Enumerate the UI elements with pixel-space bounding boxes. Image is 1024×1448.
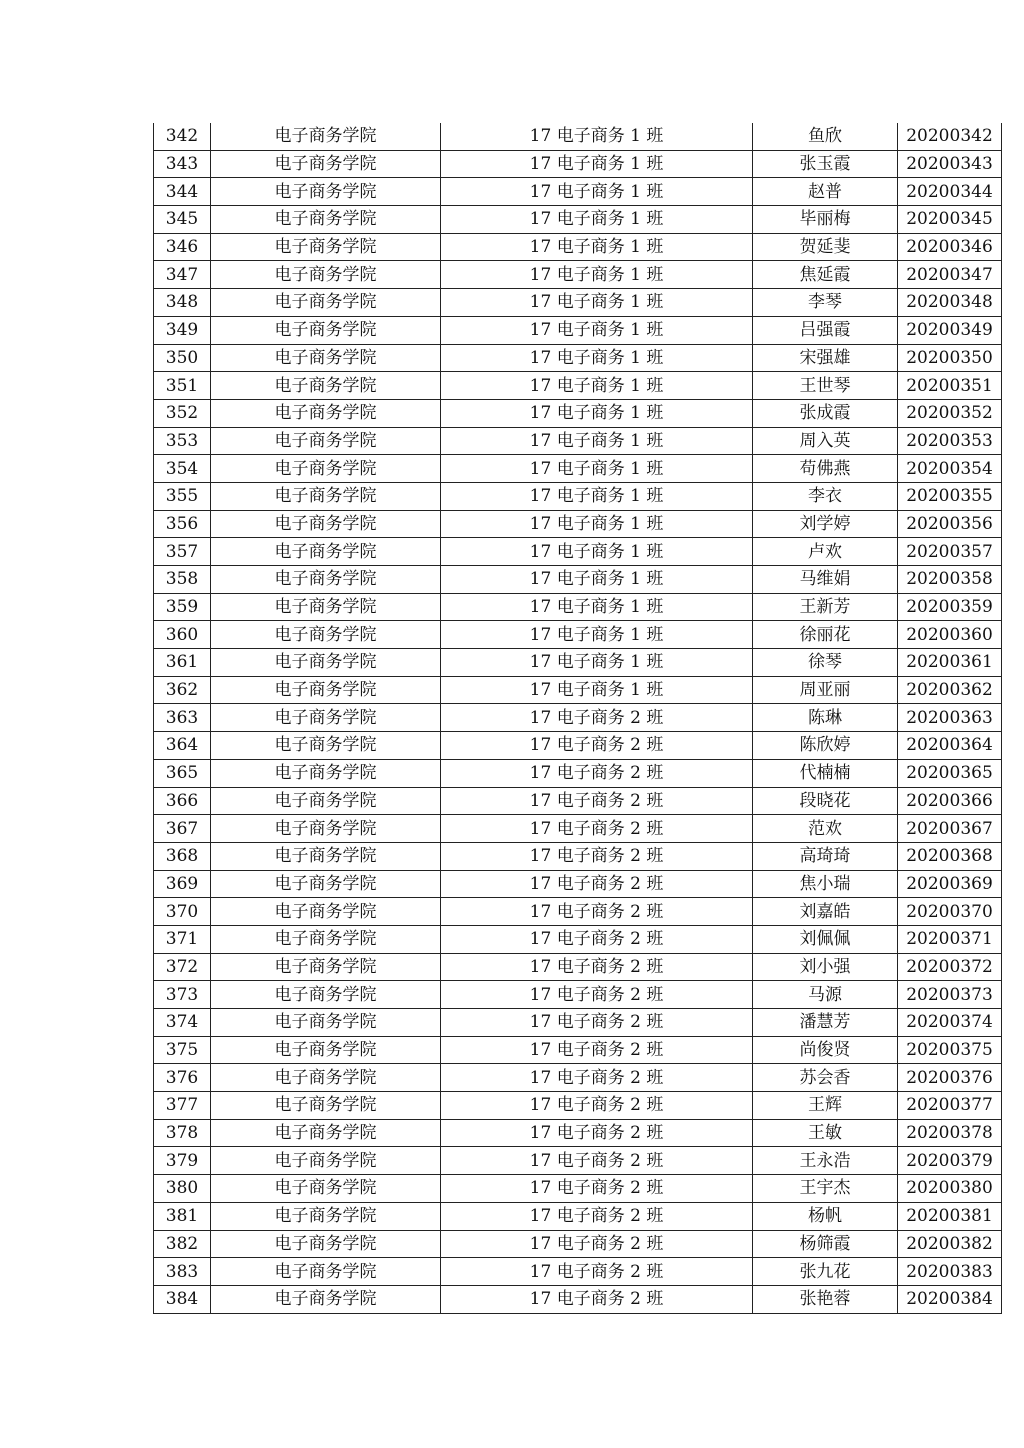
student-name-cell: 张艳蓉 [753, 1285, 898, 1313]
class-cell: 17 电子商务 2 班 [441, 732, 753, 760]
student-id-cell: 20200373 [898, 981, 1002, 1009]
student-id-cell: 20200365 [898, 759, 1002, 787]
seq-cell: 373 [154, 981, 211, 1009]
seq-cell: 365 [154, 759, 211, 787]
table-row [154, 1175, 1002, 1203]
table-row [154, 953, 1002, 981]
college-cell: 电子商务学院 [211, 704, 441, 732]
class-cell: 17 电子商务 2 班 [441, 898, 753, 926]
college-cell: 电子商务学院 [211, 206, 441, 234]
seq-cell: 350 [154, 344, 211, 372]
college-cell: 电子商务学院 [211, 233, 441, 261]
college-cell: 电子商务学院 [211, 842, 441, 870]
student-id-cell: 20200346 [898, 233, 1002, 261]
class-cell: 17 电子商务 1 班 [441, 123, 753, 150]
student-name-cell: 杨帆 [753, 1202, 898, 1230]
class-cell: 17 电子商务 1 班 [441, 593, 753, 621]
college-cell: 电子商务学院 [211, 289, 441, 317]
student-id-cell: 20200363 [898, 704, 1002, 732]
class-cell: 17 电子商务 1 班 [441, 178, 753, 206]
student-id-cell: 20200344 [898, 178, 1002, 206]
seq-cell: 378 [154, 1119, 211, 1147]
student-id-cell: 20200356 [898, 510, 1002, 538]
table-row [154, 1092, 1002, 1120]
student-name-cell: 刘嘉皓 [753, 898, 898, 926]
student-id-cell: 20200374 [898, 1009, 1002, 1037]
student-name-cell: 卢欢 [753, 538, 898, 566]
table-row [154, 1009, 1002, 1037]
student-id-cell: 20200370 [898, 898, 1002, 926]
student-name-cell: 刘小强 [753, 953, 898, 981]
student-roster-table [153, 123, 1002, 1314]
student-name-cell: 李衣 [753, 482, 898, 510]
college-cell: 电子商务学院 [211, 427, 441, 455]
table-row [154, 898, 1002, 926]
college-cell: 电子商务学院 [211, 925, 441, 953]
class-cell: 17 电子商务 1 班 [441, 482, 753, 510]
student-name-cell: 鱼欣 [753, 123, 898, 150]
seq-cell: 372 [154, 953, 211, 981]
table-row [154, 759, 1002, 787]
table-row [154, 815, 1002, 843]
class-cell: 17 电子商务 1 班 [441, 206, 753, 234]
student-name-cell: 王辉 [753, 1092, 898, 1120]
table-row [154, 178, 1002, 206]
student-id-cell: 20200358 [898, 566, 1002, 594]
student-id-cell: 20200355 [898, 482, 1002, 510]
college-cell: 电子商务学院 [211, 261, 441, 289]
student-id-cell: 20200383 [898, 1258, 1002, 1286]
student-id-cell: 20200376 [898, 1064, 1002, 1092]
college-cell: 电子商务学院 [211, 1258, 441, 1286]
seq-cell: 362 [154, 676, 211, 704]
class-cell: 17 电子商务 2 班 [441, 759, 753, 787]
student-id-cell: 20200351 [898, 372, 1002, 400]
student-name-cell: 马源 [753, 981, 898, 1009]
student-name-cell: 高琦琦 [753, 842, 898, 870]
student-name-cell: 潘慧芳 [753, 1009, 898, 1037]
student-name-cell: 刘学婷 [753, 510, 898, 538]
seq-cell: 367 [154, 815, 211, 843]
class-cell: 17 电子商务 2 班 [441, 1064, 753, 1092]
seq-cell: 361 [154, 649, 211, 677]
table-row [154, 344, 1002, 372]
college-cell: 电子商务学院 [211, 538, 441, 566]
class-cell: 17 电子商务 1 班 [441, 621, 753, 649]
college-cell: 电子商务学院 [211, 593, 441, 621]
table-row [154, 316, 1002, 344]
student-id-cell: 20200359 [898, 593, 1002, 621]
student-name-cell: 贺延斐 [753, 233, 898, 261]
table-row [154, 566, 1002, 594]
student-name-cell: 周入英 [753, 427, 898, 455]
seq-cell: 376 [154, 1064, 211, 1092]
student-id-cell: 20200381 [898, 1202, 1002, 1230]
college-cell: 电子商务学院 [211, 787, 441, 815]
class-cell: 17 电子商务 1 班 [441, 676, 753, 704]
student-id-cell: 20200368 [898, 842, 1002, 870]
student-id-cell: 20200380 [898, 1175, 1002, 1203]
class-cell: 17 电子商务 2 班 [441, 1009, 753, 1037]
college-cell: 电子商务学院 [211, 1230, 441, 1258]
student-id-cell: 20200379 [898, 1147, 1002, 1175]
seq-cell: 380 [154, 1175, 211, 1203]
student-id-cell: 20200354 [898, 455, 1002, 483]
table-row [154, 510, 1002, 538]
seq-cell: 366 [154, 787, 211, 815]
student-name-cell: 宋强雄 [753, 344, 898, 372]
class-cell: 17 电子商务 1 班 [441, 261, 753, 289]
seq-cell: 344 [154, 178, 211, 206]
college-cell: 电子商务学院 [211, 732, 441, 760]
college-cell: 电子商务学院 [211, 316, 441, 344]
student-id-cell: 20200348 [898, 289, 1002, 317]
student-id-cell: 20200361 [898, 649, 1002, 677]
student-id-cell: 20200343 [898, 150, 1002, 178]
college-cell: 电子商务学院 [211, 455, 441, 483]
student-id-cell: 20200371 [898, 925, 1002, 953]
student-name-cell: 苟佛燕 [753, 455, 898, 483]
table-row [154, 150, 1002, 178]
student-id-cell: 20200347 [898, 261, 1002, 289]
table-row [154, 399, 1002, 427]
seq-cell: 368 [154, 842, 211, 870]
table-row [154, 1230, 1002, 1258]
seq-cell: 356 [154, 510, 211, 538]
class-cell: 17 电子商务 1 班 [441, 150, 753, 178]
college-cell: 电子商务学院 [211, 870, 441, 898]
class-cell: 17 电子商务 1 班 [441, 289, 753, 317]
college-cell: 电子商务学院 [211, 482, 441, 510]
student-name-cell: 马维娟 [753, 566, 898, 594]
class-cell: 17 电子商务 1 班 [441, 455, 753, 483]
student-name-cell: 代楠楠 [753, 759, 898, 787]
student-id-cell: 20200369 [898, 870, 1002, 898]
class-cell: 17 电子商务 1 班 [441, 344, 753, 372]
class-cell: 17 电子商务 2 班 [441, 1258, 753, 1286]
student-id-cell: 20200372 [898, 953, 1002, 981]
class-cell: 17 电子商务 2 班 [441, 1147, 753, 1175]
table-row [154, 1285, 1002, 1313]
class-cell: 17 电子商务 1 班 [441, 233, 753, 261]
student-id-cell: 20200353 [898, 427, 1002, 455]
seq-cell: 363 [154, 704, 211, 732]
table-row [154, 732, 1002, 760]
college-cell: 电子商务学院 [211, 344, 441, 372]
table-row [154, 1147, 1002, 1175]
seq-cell: 364 [154, 732, 211, 760]
seq-cell: 358 [154, 566, 211, 594]
college-cell: 电子商务学院 [211, 1285, 441, 1313]
student-name-cell: 王敏 [753, 1119, 898, 1147]
table-row [154, 1036, 1002, 1064]
student-name-cell: 赵普 [753, 178, 898, 206]
student-name-cell: 苏会香 [753, 1064, 898, 1092]
student-name-cell: 尚俊贤 [753, 1036, 898, 1064]
student-id-cell: 20200366 [898, 787, 1002, 815]
college-cell: 电子商务学院 [211, 1009, 441, 1037]
student-id-cell: 20200352 [898, 399, 1002, 427]
student-name-cell: 张成霞 [753, 399, 898, 427]
seq-cell: 352 [154, 399, 211, 427]
class-cell: 17 电子商务 1 班 [441, 566, 753, 594]
student-name-cell: 周亚丽 [753, 676, 898, 704]
student-id-cell: 20200362 [898, 676, 1002, 704]
table-row [154, 123, 1002, 150]
college-cell: 电子商务学院 [211, 372, 441, 400]
seq-cell: 370 [154, 898, 211, 926]
seq-cell: 342 [154, 123, 211, 150]
class-cell: 17 电子商务 1 班 [441, 399, 753, 427]
seq-cell: 384 [154, 1285, 211, 1313]
student-id-cell: 20200357 [898, 538, 1002, 566]
seq-cell: 377 [154, 1092, 211, 1120]
table-row [154, 1202, 1002, 1230]
table-row [154, 261, 1002, 289]
class-cell: 17 电子商务 2 班 [441, 1175, 753, 1203]
student-name-cell: 张九花 [753, 1258, 898, 1286]
student-id-cell: 20200382 [898, 1230, 1002, 1258]
student-name-cell: 陈欣婷 [753, 732, 898, 760]
student-id-cell: 20200378 [898, 1119, 1002, 1147]
student-name-cell: 吕强霞 [753, 316, 898, 344]
table-row [154, 870, 1002, 898]
class-cell: 17 电子商务 2 班 [441, 842, 753, 870]
seq-cell: 348 [154, 289, 211, 317]
seq-cell: 371 [154, 925, 211, 953]
class-cell: 17 电子商务 1 班 [441, 372, 753, 400]
table-row [154, 621, 1002, 649]
class-cell: 17 电子商务 2 班 [441, 815, 753, 843]
table-row [154, 842, 1002, 870]
student-name-cell: 焦小瑞 [753, 870, 898, 898]
seq-cell: 355 [154, 482, 211, 510]
class-cell: 17 电子商务 1 班 [441, 538, 753, 566]
class-cell: 17 电子商务 2 班 [441, 870, 753, 898]
class-cell: 17 电子商务 2 班 [441, 1285, 753, 1313]
student-id-cell: 20200350 [898, 344, 1002, 372]
table-row [154, 787, 1002, 815]
class-cell: 17 电子商务 2 班 [441, 1119, 753, 1147]
seq-cell: 359 [154, 593, 211, 621]
student-id-cell: 20200345 [898, 206, 1002, 234]
class-cell: 17 电子商务 2 班 [441, 1202, 753, 1230]
student-id-cell: 20200384 [898, 1285, 1002, 1313]
college-cell: 电子商务学院 [211, 123, 441, 150]
class-cell: 17 电子商务 2 班 [441, 787, 753, 815]
seq-cell: 382 [154, 1230, 211, 1258]
college-cell: 电子商务学院 [211, 649, 441, 677]
college-cell: 电子商务学院 [211, 1119, 441, 1147]
table-row [154, 482, 1002, 510]
class-cell: 17 电子商务 2 班 [441, 1092, 753, 1120]
seq-cell: 343 [154, 150, 211, 178]
college-cell: 电子商务学院 [211, 510, 441, 538]
seq-cell: 374 [154, 1009, 211, 1037]
table-row [154, 925, 1002, 953]
student-name-cell: 徐丽花 [753, 621, 898, 649]
student-name-cell: 范欢 [753, 815, 898, 843]
seq-cell: 375 [154, 1036, 211, 1064]
student-id-cell: 20200360 [898, 621, 1002, 649]
student-name-cell: 杨筛霞 [753, 1230, 898, 1258]
student-name-cell: 徐琴 [753, 649, 898, 677]
seq-cell: 354 [154, 455, 211, 483]
seq-cell: 345 [154, 206, 211, 234]
seq-cell: 360 [154, 621, 211, 649]
seq-cell: 353 [154, 427, 211, 455]
college-cell: 电子商务学院 [211, 566, 441, 594]
college-cell: 电子商务学院 [211, 1202, 441, 1230]
class-cell: 17 电子商务 1 班 [441, 510, 753, 538]
seq-cell: 369 [154, 870, 211, 898]
seq-cell: 349 [154, 316, 211, 344]
class-cell: 17 电子商务 2 班 [441, 1230, 753, 1258]
college-cell: 电子商务学院 [211, 759, 441, 787]
table-row [154, 233, 1002, 261]
student-name-cell: 王新芳 [753, 593, 898, 621]
table-row [154, 289, 1002, 317]
seq-cell: 346 [154, 233, 211, 261]
seq-cell: 383 [154, 1258, 211, 1286]
student-id-cell: 20200349 [898, 316, 1002, 344]
table-row [154, 704, 1002, 732]
student-id-cell: 20200364 [898, 732, 1002, 760]
class-cell: 17 电子商务 2 班 [441, 704, 753, 732]
seq-cell: 351 [154, 372, 211, 400]
class-cell: 17 电子商务 2 班 [441, 953, 753, 981]
student-id-cell: 20200342 [898, 123, 1002, 150]
class-cell: 17 电子商务 1 班 [441, 316, 753, 344]
student-name-cell: 焦延霞 [753, 261, 898, 289]
student-name-cell: 段晓花 [753, 787, 898, 815]
roster-table-body [154, 123, 1002, 1313]
class-cell: 17 电子商务 1 班 [441, 649, 753, 677]
college-cell: 电子商务学院 [211, 1092, 441, 1120]
student-id-cell: 20200367 [898, 815, 1002, 843]
student-name-cell: 张玉霞 [753, 150, 898, 178]
table-row [154, 206, 1002, 234]
student-name-cell: 陈琳 [753, 704, 898, 732]
class-cell: 17 电子商务 1 班 [441, 427, 753, 455]
seq-cell: 357 [154, 538, 211, 566]
table-row [154, 981, 1002, 1009]
student-name-cell: 王世琴 [753, 372, 898, 400]
table-row [154, 455, 1002, 483]
class-cell: 17 电子商务 2 班 [441, 925, 753, 953]
table-row [154, 538, 1002, 566]
student-name-cell: 毕丽梅 [753, 206, 898, 234]
table-row [154, 1064, 1002, 1092]
college-cell: 电子商务学院 [211, 150, 441, 178]
college-cell: 电子商务学院 [211, 953, 441, 981]
table-row [154, 427, 1002, 455]
college-cell: 电子商务学院 [211, 898, 441, 926]
table-row [154, 593, 1002, 621]
table-row [154, 676, 1002, 704]
student-name-cell: 王永浩 [753, 1147, 898, 1175]
college-cell: 电子商务学院 [211, 676, 441, 704]
seq-cell: 347 [154, 261, 211, 289]
college-cell: 电子商务学院 [211, 1036, 441, 1064]
college-cell: 电子商务学院 [211, 621, 441, 649]
table-row [154, 649, 1002, 677]
class-cell: 17 电子商务 2 班 [441, 1036, 753, 1064]
college-cell: 电子商务学院 [211, 1064, 441, 1092]
seq-cell: 379 [154, 1147, 211, 1175]
college-cell: 电子商务学院 [211, 399, 441, 427]
college-cell: 电子商务学院 [211, 1147, 441, 1175]
table-row [154, 1258, 1002, 1286]
table-row [154, 1119, 1002, 1147]
college-cell: 电子商务学院 [211, 1175, 441, 1203]
student-id-cell: 20200375 [898, 1036, 1002, 1064]
student-name-cell: 李琴 [753, 289, 898, 317]
seq-cell: 381 [154, 1202, 211, 1230]
student-name-cell: 刘佩佩 [753, 925, 898, 953]
college-cell: 电子商务学院 [211, 815, 441, 843]
student-name-cell: 王宇杰 [753, 1175, 898, 1203]
table-row [154, 372, 1002, 400]
college-cell: 电子商务学院 [211, 981, 441, 1009]
college-cell: 电子商务学院 [211, 178, 441, 206]
class-cell: 17 电子商务 2 班 [441, 981, 753, 1009]
student-id-cell: 20200377 [898, 1092, 1002, 1120]
